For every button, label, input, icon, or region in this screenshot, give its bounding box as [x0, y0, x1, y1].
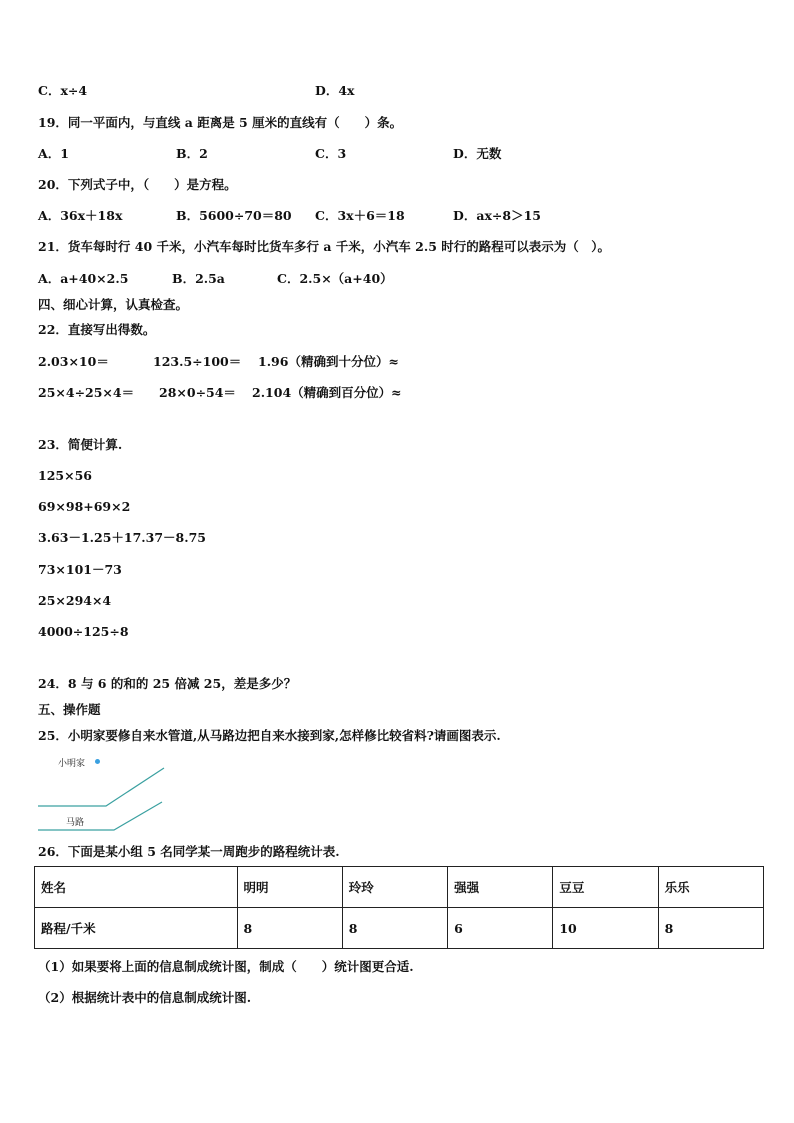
q22-stem: 22．直接写出得数。: [38, 322, 156, 337]
q22-r2c3: 2.104（精确到百分位）≈: [252, 385, 402, 400]
q19-option-b: B．2: [176, 146, 208, 161]
q22-r1c1: 2.03×10＝: [38, 354, 109, 369]
q22-r1c2: 123.5÷100＝: [153, 354, 242, 369]
q21-option-a: A．a+40×2.5: [38, 271, 129, 286]
q21-option-b: B．2.5a: [172, 271, 225, 286]
section-4-heading: 四、细心计算，认真检查。: [38, 297, 189, 312]
q19-stem: 19．同一平面内，与直线 a 距离是 5 厘米的直线有（ ）条。: [38, 115, 403, 130]
table-cell: 明明: [237, 867, 342, 908]
q18-option-c: C．x÷4: [38, 83, 88, 98]
table-cell: 玲玲: [342, 867, 447, 908]
q19-option-d: D．无数: [453, 146, 502, 161]
q18-option-d: D．4x: [315, 83, 355, 98]
road-label: 马路: [66, 818, 85, 828]
q22-r1c3: 1.96（精确到十分位）≈: [258, 354, 399, 369]
table-row: [35, 908, 764, 949]
q20-option-a: A．36x＋18x: [38, 208, 123, 223]
q23-stem: 23．简便计算.: [38, 437, 123, 452]
q24-stem: 24．8 与 6 的和的 25 倍减 25，差是多少？: [38, 676, 297, 691]
q20-option-d: D．ax÷8＞15: [453, 208, 541, 223]
table-cell: 6: [448, 908, 553, 949]
q21-stem: 21．货车每时行 40 千米，小汽车每时比货车多行 a 千米，小汽车 2.5 时行的路程可以表示为（ ）。: [38, 239, 610, 254]
q19-option-c: C．3: [315, 146, 347, 161]
q21-option-c: C．2.5×（a+40）: [277, 271, 393, 286]
q20-option-c: C．3x＋6＝18: [315, 208, 405, 223]
q19-option-a: A．1: [38, 146, 69, 161]
q22-r2c2: 28×0÷54＝: [159, 385, 236, 400]
home-dot-icon: [95, 759, 100, 764]
q26-sub2: （2）根据统计表中的信息制成统计图.: [38, 990, 252, 1005]
table-cell: 乐乐: [658, 867, 763, 908]
q25-stem: 25．小明家要修自来水管道,从马路边把自来水接到家,怎样修比较省料?请画图表示.: [38, 728, 501, 743]
q25-road-diagram: [36, 752, 168, 836]
road-lines: [36, 752, 168, 836]
table-cell: 10: [553, 908, 658, 949]
table-cell: 8: [342, 908, 447, 949]
q20-stem: 20．下列式子中，（ ）是方程。: [38, 177, 237, 192]
q26-stem: 26．下面是某小组 5 名同学某一周跑步的路程统计表.: [38, 844, 340, 859]
table-cell: 8: [658, 908, 763, 949]
q23-item: 25×294×4: [38, 593, 112, 608]
q23-item: 125×56: [38, 468, 92, 483]
table-cell: 路程/千米: [35, 908, 238, 949]
q23-item: 69×98+69×2: [38, 499, 131, 514]
q22-r2c1: 25×4÷25×4＝: [38, 385, 135, 400]
table-cell: 豆豆: [553, 867, 658, 908]
q23-item: 4000÷125÷8: [38, 624, 129, 639]
q23-item: 73×101－73: [38, 562, 122, 577]
section-5-heading: 五、操作题: [38, 702, 101, 717]
running-distance-table: [34, 866, 764, 949]
table-cell: 姓名: [35, 867, 238, 908]
table-header-row: [35, 867, 764, 908]
table-cell: 8: [237, 908, 342, 949]
q26-sub1: （1）如果要将上面的信息制成统计图，制成（ ）统计图更合适.: [38, 959, 414, 974]
table-cell: 强强: [448, 867, 553, 908]
q20-option-b: B．5600÷70＝80: [176, 208, 292, 223]
q23-item: 3.63－1.25＋17.37－8.75: [38, 530, 206, 545]
home-label: 小明家: [58, 759, 86, 769]
